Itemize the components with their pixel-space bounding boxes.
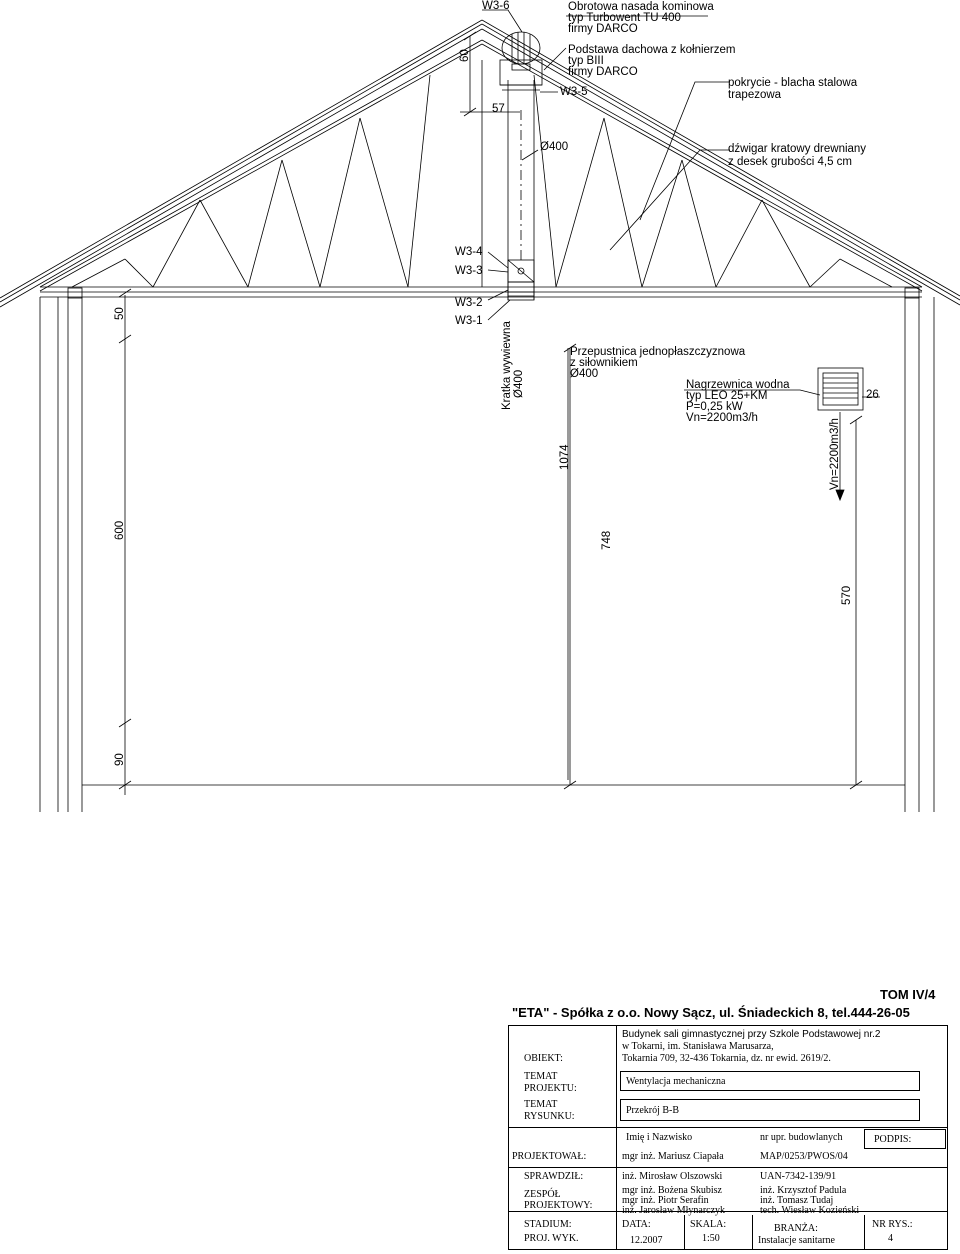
temat-rysunku-value: Przekrój B-B xyxy=(626,1105,680,1116)
label-damper-1: Przepustnica jednopłaszczyznowa xyxy=(570,346,746,358)
title-divider-1 xyxy=(508,1127,948,1128)
zespol-right-2: inż. Tomasz Tudaj xyxy=(760,1195,834,1206)
dim-748: 748 xyxy=(601,530,613,550)
obiekt-line-2: w Tokarni, im. Stanisława Marusarza, xyxy=(622,1041,774,1052)
label-truss-1: dźwigar kratowy drewniany xyxy=(728,143,867,155)
label-roof-base-3: firmy DARCO xyxy=(568,66,638,78)
obiekt-line-1: Budynek sali gimnastycznej przy Szkole Podstawowej nr.2 xyxy=(622,1029,881,1040)
label-heater-1: Nagrzewnica wodna xyxy=(686,379,790,391)
projektowal-name: mgr inż. Mariusz Ciapała xyxy=(622,1151,724,1162)
projektowal-nr: MAP/0253/PWOS/04 xyxy=(760,1151,848,1162)
label-heater-3: P=0,25 kW xyxy=(686,401,743,413)
label-heater-2: typ LEO 25+KM xyxy=(686,390,768,402)
col-podpis-header: PODPIS: xyxy=(874,1134,912,1145)
branza-label: BRANŻA: xyxy=(774,1223,818,1234)
temat-projektu-value: Wentylacja mechaniczna xyxy=(626,1076,726,1087)
dim-90: 90 xyxy=(114,753,126,766)
temat-projektu-label-2: PROJEKTU: xyxy=(524,1083,577,1094)
dim-57: 57 xyxy=(492,103,505,115)
label-turbowent-3: firmy DARCO xyxy=(568,23,638,35)
label-truss-2: z desek grubości 4,5 cm xyxy=(728,156,853,168)
label-damper-3: Ø400 xyxy=(570,368,599,380)
stadium-label: STADIUM: xyxy=(524,1219,572,1230)
label-w3-1: W3-1 xyxy=(455,315,483,327)
title-divider-2 xyxy=(508,1167,948,1168)
temat-rysunku-label-1: TEMAT xyxy=(524,1099,558,1110)
label-roofing-1: pokrycie - blacha stalowa xyxy=(728,77,858,89)
zespol-label-2: PROJEKTOWY: xyxy=(524,1200,593,1211)
dim-1074: 1074 xyxy=(559,444,571,470)
col-name-header: Imię i Nazwisko xyxy=(626,1132,693,1143)
damper xyxy=(508,260,534,300)
branza-value: Instalacje sanitarne xyxy=(758,1235,835,1246)
zespol-left-2: mgr inż. Piotr Serafin xyxy=(622,1195,709,1206)
truss-bottom-chord xyxy=(40,287,922,297)
zespol-left-1: mgr inż. Bożena Skubisz xyxy=(622,1185,722,1196)
label-roof-base-1: Podstawa dachowa z kołnierzem xyxy=(568,44,736,56)
right-eave-plate xyxy=(905,288,919,298)
temat-projektu-label-1: TEMAT xyxy=(524,1071,558,1082)
label-grille-2: Ø400 xyxy=(513,369,525,398)
zespol-label-1: ZESPÓŁ xyxy=(524,1189,561,1200)
flow-arrow-head xyxy=(836,490,844,500)
label-w3-4: W3-4 xyxy=(455,246,483,258)
temat-rysunku-label-2: RYSUNKU: xyxy=(524,1111,575,1122)
label-w3-6: W3-6 xyxy=(482,0,510,12)
label-roofing-2: trapezowa xyxy=(728,89,782,101)
col-nr-header: nr upr. budowlanych xyxy=(760,1132,843,1143)
dim-26: 26 xyxy=(866,389,879,401)
zespol-left-3: inż. Jarosław Młynarczyk xyxy=(622,1205,726,1216)
dim-570: 570 xyxy=(841,585,853,605)
tom-label: TOM IV/4 xyxy=(880,987,936,1002)
stadium-value: PROJ. WYK. xyxy=(524,1233,579,1244)
label-w3-2: W3-2 xyxy=(455,297,483,309)
label-w3-5: W3-5 xyxy=(560,86,588,98)
sprawdzil-name: inż. Mirosław Olszowski xyxy=(622,1171,723,1182)
label-damper-2: z siłownikiem xyxy=(570,357,638,369)
skala-label: SKALA: xyxy=(690,1219,727,1230)
company-line: "ETA" - Spółka z o.o. Nowy Sącz, ul. Śniadeckich 8, tel.444-26-05 xyxy=(512,1005,910,1020)
bottom-divider-2 xyxy=(752,1215,753,1250)
left-wall xyxy=(40,297,82,812)
label-flow-arrow: Vn=2200m3/h xyxy=(829,418,841,490)
dim-600: 600 xyxy=(114,520,126,540)
data-value: 12.2007 xyxy=(630,1235,663,1246)
zespol-right-3: tech. Wiesław Kozieński xyxy=(760,1205,860,1216)
right-wall xyxy=(905,297,934,812)
label-heater-4: Vn=2200m3/h xyxy=(686,412,758,424)
title-divider-3 xyxy=(508,1211,948,1212)
obiekt-label: OBIEKT: xyxy=(524,1053,563,1064)
dim-60: 60 xyxy=(459,49,471,62)
label-duct-diameter: Ø400 xyxy=(540,141,569,153)
turbowent-cowl xyxy=(502,32,540,70)
sprawdzil-nr: UAN-7342-139/91 xyxy=(760,1171,837,1182)
nr-rys-value: 4 xyxy=(888,1233,893,1244)
left-eave-plate xyxy=(68,288,82,298)
nr-rys-label: NR RYS.: xyxy=(872,1219,913,1230)
bottom-divider-1 xyxy=(684,1215,685,1250)
skala-value: 1:50 xyxy=(702,1233,720,1244)
label-turbowent-1: Obrotowa nasada kominowa xyxy=(568,1,714,13)
label-column-divider xyxy=(616,1025,617,1250)
label-grille-1: Kratka wywiewna xyxy=(501,321,513,410)
title-block xyxy=(508,985,948,1250)
sprawdzil-label: SPRAWDZIŁ: xyxy=(524,1171,584,1182)
obiekt-line-3: Tokarnia 709, 32-436 Tokarnia, dz. nr ewid. 2619/2. xyxy=(622,1053,831,1064)
zespol-right-1: inż. Krzysztof Padula xyxy=(760,1185,847,1196)
data-label: DATA: xyxy=(622,1219,651,1230)
label-roof-base-2: typ BIII xyxy=(568,55,604,67)
label-turbowent-2: typ Turbowent TU 400 xyxy=(568,12,681,24)
leader-lines xyxy=(482,10,880,780)
water-heater-unit xyxy=(818,368,863,410)
dim-50: 50 xyxy=(114,307,126,320)
label-w3-3: W3-3 xyxy=(455,265,483,277)
bottom-divider-3 xyxy=(864,1215,865,1250)
projektowal-label: PROJEKTOWAŁ: xyxy=(512,1151,587,1162)
